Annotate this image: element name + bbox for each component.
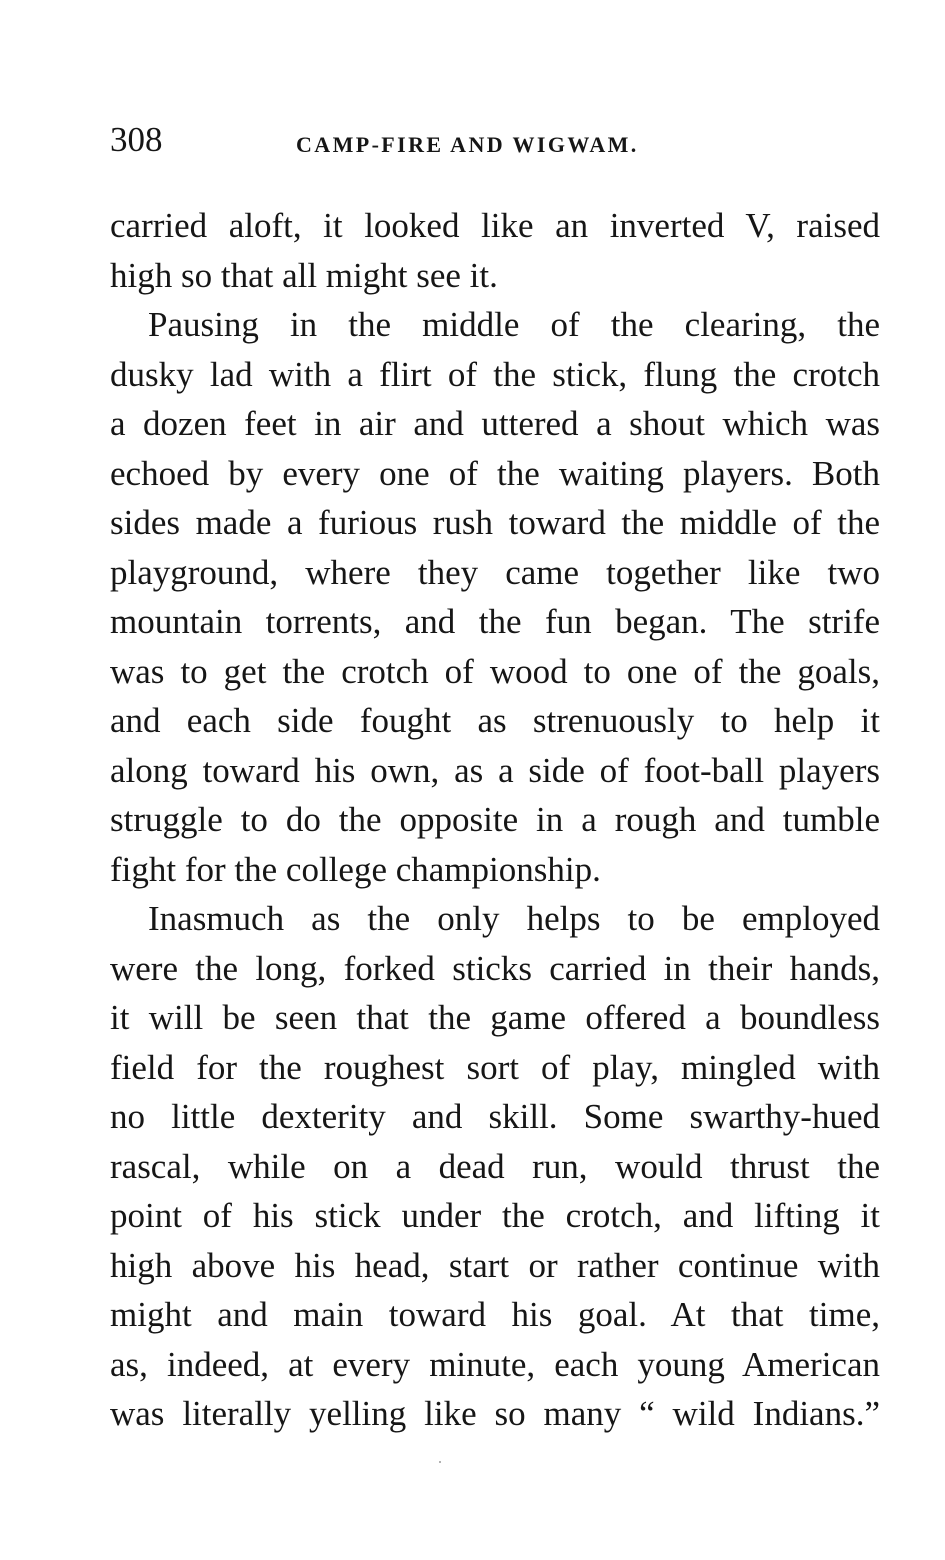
text-line: mountain torrents, and the fun began. The strife [110,602,880,641]
body-text [110,201,880,1439]
text-line: was to get the crotch of wood to one of the goals, [110,651,880,691]
text-line: a dozen feet in air and uttered a shout which was [110,404,880,443]
text-line: point of his stick under the crotch, and lifting it [110,1196,880,1235]
text-line: sides made a furious rush toward the middle of the [110,503,880,542]
text-line: was literally yelling like so many “ wild Indians.” [110,1394,880,1433]
paragraph-first-line: Inasmuch as the only helps to be employed [148,899,880,938]
text-line: as, indeed, at every minute, each young American [110,1344,880,1384]
text-line: playground, where they came together like two [110,552,880,592]
text-line: echoed by every one of the waiting players. Both [110,453,880,493]
text-line: might and main toward his goal. At that time, [110,1295,880,1334]
text-line: high so that all might see it. [110,255,498,295]
text-line: field for the roughest sort of play, mingled with [110,1047,880,1087]
running-title: CAMP-FIRE AND WIGWAM. [296,132,639,157]
text-line: high above his head, start or rather continue with [110,1245,880,1285]
page-number: 308 [110,120,163,159]
text-line: dusky lad with a flirt of the stick, flung the crotch [110,354,880,394]
text-line: it will be seen that the game offered a boundless [110,998,880,1037]
paragraph-first-line: Pausing in the middle of the clearing, the [148,305,880,344]
text-line: struggle to do the opposite in a rough and tumble [110,800,880,839]
text-line: rascal, while on a dead run, would thrust the [110,1146,880,1186]
text-line: along toward his own, as a side of foot-ball players [110,750,880,790]
text-line: carried aloft, it looked like an inverted V, raised [110,206,880,245]
text-line: fight for the college championship. [110,849,601,889]
text-line: no little dexterity and skill. Some swarthy-hued [110,1097,880,1136]
print-speck [439,1461,441,1463]
text-line: were the long, forked sticks carried in their hands, [110,948,880,988]
text-line: and each side fought as strenuously to help it [110,701,880,740]
page-header [110,118,880,168]
